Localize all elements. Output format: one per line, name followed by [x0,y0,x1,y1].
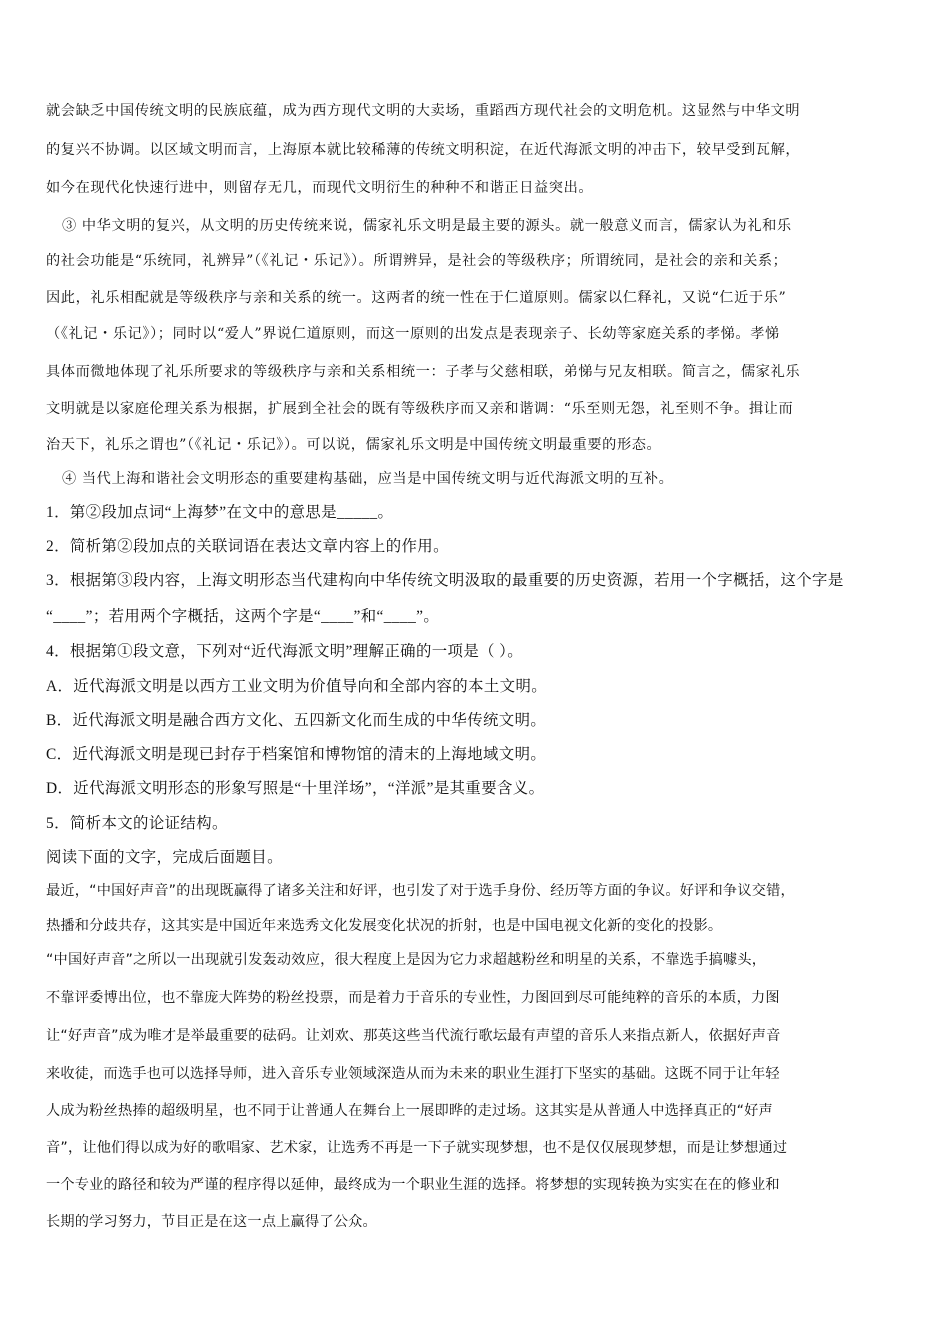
text-line: 音”，让他们得以成为好的歌唱家、艺术家，让选秀不再是一下子就实现梦想，也不是仅仅展现梦想，而是让梦想通过 [46,1140,788,1156]
text-line: 如今在现代化快速行进中，则留存无几，而现代文明衍生的种种不和谐正日益突出。 [46,180,594,196]
option-a: A．近代海派文明是以西方工业文明为价值导向和全部内容的本土文明。 [46,678,548,695]
text-line: 让“好声音”成为唯才是举最重要的砝码。让刘欢、那英这些当代流行歌坛最有声望的音乐人来指点新人，依据好声音 [46,1028,781,1044]
question-text: 2．简析第②段加点的关联词语在表达文章内容上的作用。 [46,538,449,555]
text-line: 不靠评委博出位，也不靠庞大阵势的粉丝投票，而是着力于音乐的专业性，力图回到尽可能纯粹的音乐的本质，力图 [46,990,780,1006]
question-text: 3．根据第③段内容，上海文明形态当代建构向中华传统文明汲取的最重要的历史资源，若用一个字概括，这个字是 [46,572,844,589]
instruction-text: 阅读下面的文字，完成后面题目。 [46,849,283,866]
text-line: （《礼记・乐记》）；同时以“爱人”界说仁道原则，而这一原则的出发点是表现亲子、长幼等家庭关系的孝悌。孝悌 [46,326,780,342]
option-c: C．近代海派文明是现已封存于档案馆和博物馆的清末的上海地域文明。 [46,746,547,763]
text-line: 来收徒，而选手也可以选择导师，进入音乐专业领域深造从而为未来的职业生涯打下坚实的基础。这既不同于让年轻 [46,1066,780,1082]
text-line: 人成为粉丝热捧的超级明星，也不同于让普通人在舞台上一展即晔的走过场。这其实是从普通人中选择真正的“好声 [46,1103,773,1119]
text-line: 的社会功能是“乐统同，礼辨异”（《礼记・乐记》）。所谓辨异，是社会的等级秩序；所谓统同，是社会的亲和关系； [46,253,788,269]
text-line: 具体而微地体现了礼乐所要求的等级秩序与亲和关系相统一：子孝与父慈相联，弟悌与兄友相联。简言之，儒家礼乐 [46,364,801,380]
text-line: 就会缺乏中国传统文明的民族底蕴，成为西方现代文明的大卖场，重蹈西方现代社会的文明危机。这显然与中华文明 [46,103,801,119]
text-line: 一个专业的路径和较为严谨的程序得以延伸，最终成为一个职业生涯的选择。将梦想的实现转换为实实在在的修业和 [46,1177,780,1193]
question-text: 1．第②段加点词“上海梦”在文中的意思是_____。 [46,504,394,521]
question-text: 4．根据第①段文意，下列对“近代海派文明”理解正确的一项是（ ）。 [46,643,524,660]
text-line: 长期的学习努力，节目正是在这一点上赢得了公众。 [46,1214,377,1230]
text-line: 热播和分歧共存，这其实是中国近年来选秀文化发展变化状况的折射，也是中国电视文化新的变化的投影。 [46,918,723,934]
question-text: “____”；若用两个字概括，这两个字是“____”和“____”。 [46,608,440,625]
text-line: 因此，礼乐相配就是等级秩序与亲和关系的统一。这两者的统一性在于仁道原则。儒家以仁释礼，又说“仁近于乐” [46,290,787,306]
text-line: ④ 当代上海和谐社会文明形态的重要建构基础，应当是中国传统文明与近代海派文明的互补。 [62,471,674,487]
question-text: 5．简析本文的论证结构。 [46,815,228,832]
text-line: “中国好声音”之所以一出现就引发轰动效应，很大程度上是因为它力求超越粉丝和明星的关系，不靠选手搞噱头， [46,952,767,968]
option-b: B．近代海派文明是融合西方文化、五四新文化而生成的中华传统文明。 [46,712,547,729]
text-line: ③ 中华文明的复兴，从文明的历史传统来说，儒家礼乐文明是最主要的源头。就一般意义而言，儒家认为礼和乐 [62,218,792,234]
option-d: D．近代海派文明形态的形象写照是“十里洋场”，“洋派”是其重要含义。 [46,780,545,797]
text-line: 文明就是以家庭伦理关系为根据，扩展到全社会的既有等级秩序而又亲和谐调：“乐至则无怨，礼至则不争。揖让而 [46,401,794,417]
text-line: 的复兴不协调。以区域文明而言，上海原本就比较稀薄的传统文明积淀，在近代海派文明的冲击下，较早受到瓦解， [46,142,801,158]
text-line: 治天下，礼乐之谓也”（《礼记・乐记》）。可以说，儒家礼乐文明是中国传统文明最重要的形态。 [46,437,662,453]
text-line: 最近，“中国好声音”的出现既赢得了诸多关注和好评，也引发了对于选手身份、经历等方面的争议。好评和争议交错， [46,883,795,899]
